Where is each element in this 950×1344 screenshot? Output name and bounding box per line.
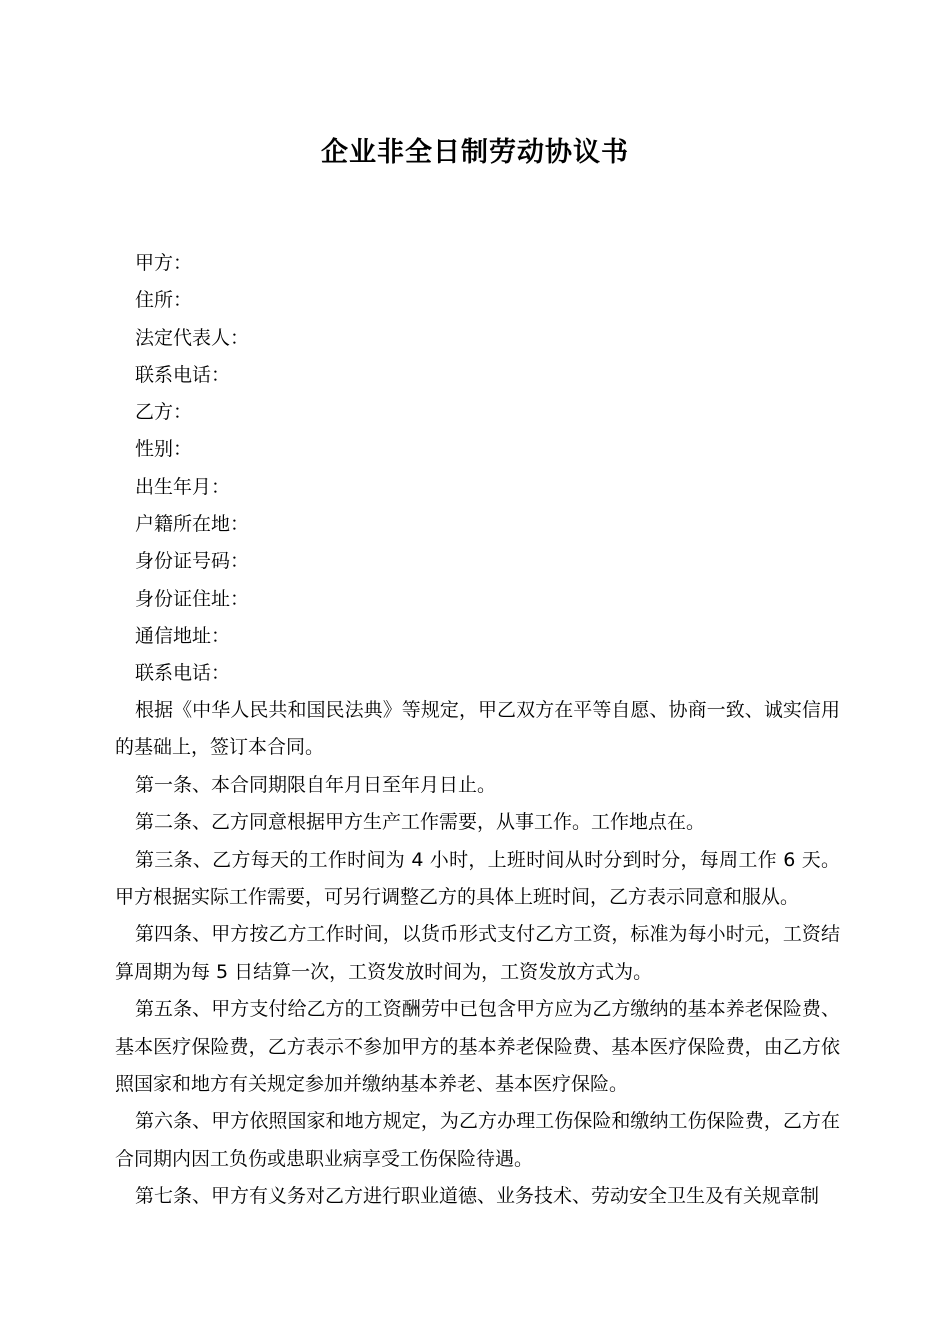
article-2-paragraph: 第二条、乙方同意根据甲方生产工作需要，从事工作。工作地点在。 — [135, 811, 706, 834]
id-number-field: 身份证号码： — [135, 550, 250, 573]
article-1-paragraph: 第一条、本合同期限自年月日至年月日止。 — [135, 773, 497, 796]
document-title: 企业非全日制劳动协议书 — [321, 137, 629, 168]
mailing-address-field: 通信地址： — [135, 624, 231, 647]
address-field: 住所： — [135, 289, 193, 312]
legal-representative-field: 法定代表人： — [135, 326, 250, 349]
id-address-field: 身份证住址： — [135, 587, 250, 610]
household-registration-field: 户籍所在地： — [135, 513, 250, 536]
article-7-paragraph: 第七条、甲方有义务对乙方进行职业道德、业务技术、劳动安全卫生及有关规章制 — [135, 1185, 820, 1208]
party-b-field: 乙方： — [135, 401, 193, 424]
contract-body — [115, 692, 840, 1216]
article-5-paragraph: 第五条、甲方支付给乙方的工资酬劳中已包含甲方应为乙方缴纳的基本养老保险费、基本医疗保险费，乙方表示不参加甲方的基本养老保险费、基本医疗保险费，由乙方依照国家和地方有关规定参加并缴纳基本养老、基本医疗保险。 — [115, 998, 840, 1096]
birth-date-field: 出生年月： — [135, 475, 231, 498]
article-4-paragraph: 第四条、甲方按乙方工作时间，以货币形式支付乙方工资，标准为每小时元，工资结算周期为每 5 日结算一次，工资发放时间为，工资发放方式为。 — [115, 923, 840, 983]
party-b-phone-field: 联系电话： — [135, 662, 231, 685]
article-6-paragraph: 第六条、甲方依照国家和地方规定，为乙方办理工伤保险和缴纳工伤保险费，乙方在合同期内因工负伤或患职业病享受工伤保险待遇。 — [115, 1110, 840, 1170]
gender-field: 性别： — [135, 438, 193, 461]
party-a-phone-field: 联系电话： — [135, 363, 231, 386]
party-info-fields — [135, 245, 855, 693]
article-3-paragraph: 第三条、乙方每天的工作时间为 4 小时，上班时间从时分到时分，每周工作 6 天。甲方根据实际工作需要，可另行调整乙方的具体上班时间，乙方表示同意和服从。 — [115, 848, 840, 909]
party-a-field: 甲方： — [135, 252, 193, 274]
preamble-paragraph: 根据《中华人民共和国民法典》等规定，甲乙双方在平等自愿、协商一致、诚实信用的基础上，签订本合同。 — [115, 699, 840, 759]
